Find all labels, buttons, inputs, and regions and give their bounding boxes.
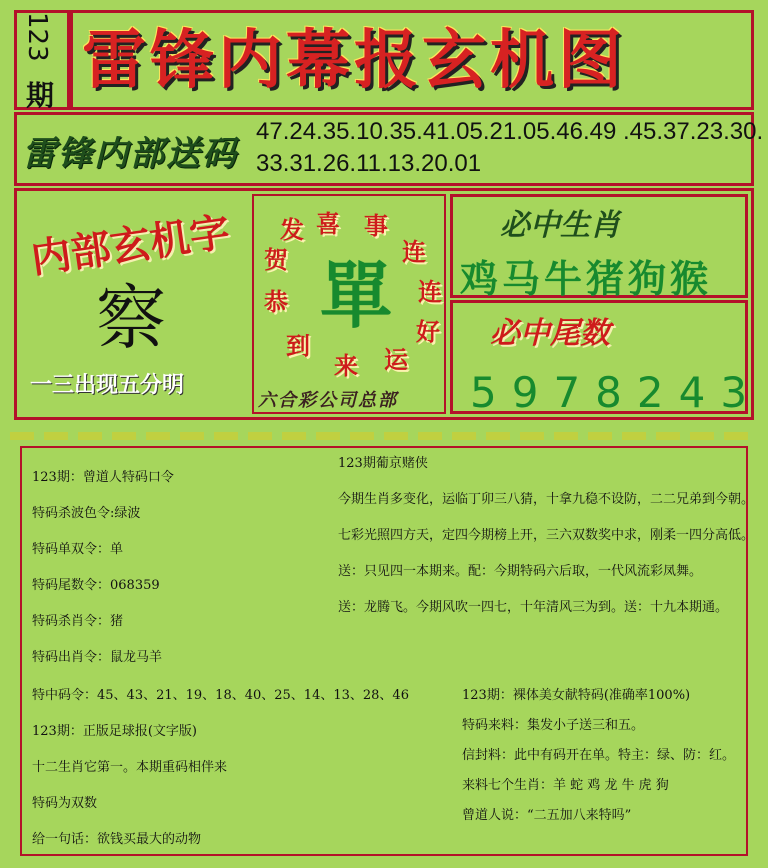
left-line: 特码单双令：单 <box>32 542 124 557</box>
zodiac-values: 鸡马牛猪狗猴 <box>460 257 713 301</box>
left-line: 特码杀波色令:绿波 <box>32 506 141 521</box>
wheel-center: 單 <box>320 253 393 338</box>
left-line: 特中码令：45、43、21、19、18、40、25、14、13、28、46 <box>32 688 409 703</box>
decorative-stripe <box>10 432 758 440</box>
wheel-char: 恭 <box>264 287 288 316</box>
right-top-line: 送：只见四一本期来。配：今期特码六后取，一代风流彩凤舞。 <box>338 564 703 579</box>
tail-values: 5978243 <box>470 368 763 417</box>
zodiac-heading: 必中生肖 <box>500 208 620 243</box>
left-line: 给一句话：欲钱买最大的动物 <box>32 832 202 847</box>
page-title: 雷锋内幕报玄机图 <box>82 23 626 98</box>
left-line: 特码尾数令：068359 <box>32 578 160 593</box>
right-top-line: 123期葡京赌侠 <box>338 456 428 471</box>
codes-line-1: 47.24.35.10.35.41.05.21.05.46.49 .45.37.23.30. <box>256 118 764 145</box>
right-bottom-line: 曾道人说：“二五加八来特吗” <box>462 808 632 823</box>
wheel-char: 到 <box>286 331 310 360</box>
tail-heading: 必中尾数 <box>490 316 610 351</box>
secret-character: 察 <box>96 277 166 359</box>
right-top-line: 送：龙腾飞。今期风吹一四七，十年清风三为到。送：十九本期通。 <box>338 600 729 615</box>
secret-hint: 一三出现五分明 <box>30 372 185 398</box>
wheel-char: 贺 <box>264 245 288 274</box>
wheel-char: 连 <box>402 237 426 266</box>
wheel-char: 发 <box>280 215 304 244</box>
right-top-line: 今期生肖多变化，运临丁卯三八猜，十拿九稳不设防，二二兄弟到今朝。 <box>338 492 755 507</box>
right-top-line: 七彩光照四方天，定四今期榜上开，三六双数奖中求，刚柔一四分高低。 <box>338 528 755 543</box>
left-line: 特码为双数 <box>32 796 98 811</box>
right-bottom-line: 特码来料：集发小子送三和五。 <box>462 718 645 733</box>
issue-number: 123 <box>22 12 52 62</box>
left-line: 特码出肖令：鼠龙马羊 <box>32 650 163 665</box>
codes-line-2: 33.31.26.11.13.20.01 <box>256 150 482 177</box>
wheel-char: 连 <box>418 277 442 306</box>
left-line: 123期：正版足球报(文字版) <box>32 724 197 739</box>
wheel-char: 来 <box>334 351 358 380</box>
wheel-char: 喜 <box>316 209 340 238</box>
wheel-char: 好 <box>416 317 440 346</box>
right-bottom-line: 信封料：此中有码开在单。特主：绿、防：红。 <box>462 748 736 763</box>
codes-label: 雷锋内部送码 <box>22 134 238 174</box>
secret-title: 内部玄机字 <box>28 208 233 283</box>
right-bottom-line: 来料七个生肖：羊 蛇 鸡 龙 牛 虎 狗 <box>462 778 669 793</box>
left-line: 特码杀肖令：猪 <box>32 614 124 629</box>
left-line: 123期：曾道人特码口令 <box>32 470 174 485</box>
left-line: 十二生肖它第一。本期重码相伴来 <box>32 760 228 775</box>
right-bottom-line: 123期：裸体美女献特码(准确率100%) <box>462 688 691 703</box>
company-label: 六合彩公司总部 <box>258 390 398 411</box>
wheel-char: 运 <box>384 345 408 374</box>
wheel-char: 事 <box>364 211 388 240</box>
issue-suffix: 期 <box>26 79 55 112</box>
